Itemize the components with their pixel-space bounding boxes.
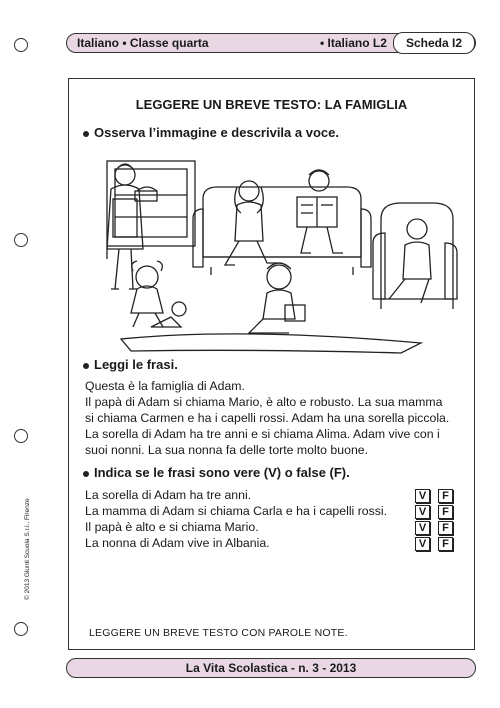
adam-figure: [249, 263, 305, 333]
false-checkbox[interactable]: F: [438, 489, 453, 503]
statement: La nonna di Adam vive in Albania.: [85, 536, 270, 550]
true-checkbox[interactable]: V: [415, 537, 430, 551]
family-illustration: [81, 159, 463, 354]
section2-heading: [83, 357, 178, 372]
binder-hole: [14, 233, 28, 247]
statement: La sorella di Adam ha tre anni.: [85, 488, 252, 502]
story-line: La sorella di Adam ha tre anni e si chiama Alima. Adam vive con i: [85, 427, 440, 441]
statement: La mamma di Adam si chiama Carla e ha i capelli rossi.: [85, 504, 388, 518]
copyright-note: © 2013 Giunti Scuola S.r.l., Firenze: [24, 498, 31, 600]
binder-hole: [14, 38, 28, 52]
rug: [121, 334, 421, 353]
header-bar: [66, 33, 476, 53]
dad-figure: [297, 170, 343, 253]
subject-label: Italiano • Classe quarta: [77, 36, 209, 50]
story-line: si chiama Carmen e ha i capelli rossi. Adam ha una sorella piccola.: [85, 411, 450, 425]
statement-list: [85, 487, 415, 551]
story-paragraph: [85, 378, 465, 458]
grandpa-figure: [389, 219, 431, 303]
bullet-icon: [83, 471, 89, 477]
true-checkbox[interactable]: V: [415, 489, 430, 503]
section1-heading: [83, 125, 339, 140]
footer-bar: [66, 658, 476, 678]
section2-heading-text: Leggi le frasi.: [94, 357, 178, 372]
binder-hole: [14, 622, 28, 636]
bullet-icon: [83, 363, 89, 369]
worksheet-title: LEGGERE UN BREVE TESTO: LA FAMIGLIA: [135, 97, 408, 112]
mom-figure: [225, 181, 277, 265]
binder-hole: [14, 429, 28, 443]
section3-heading: [83, 465, 350, 480]
true-checkbox[interactable]: V: [415, 505, 430, 519]
worksheet-frame: [68, 78, 475, 650]
sofa: [193, 187, 371, 275]
story-line: Questa è la famiglia di Adam.: [85, 379, 245, 393]
true-checkbox[interactable]: V: [415, 521, 430, 535]
statement: Il papà è alto e si chiama Mario.: [85, 520, 259, 534]
sister-figure: [131, 261, 163, 327]
bullet-icon: [83, 131, 89, 137]
kitchen-cabinet: [107, 161, 195, 246]
section3-heading-text: Indica se le frasi sono vere (V) o false (F).: [94, 465, 350, 480]
false-checkbox[interactable]: F: [438, 505, 453, 519]
learning-objective: LEGGERE UN BREVE TESTO CON PAROLE NOTE.: [89, 627, 348, 639]
false-checkbox[interactable]: F: [438, 521, 453, 535]
false-checkbox[interactable]: F: [438, 537, 453, 551]
section1-heading-text: Osserva l’immagine e descrivila a voce.: [94, 125, 339, 140]
true-false-boxes: [415, 486, 461, 550]
sheet-tab: Scheda I2: [393, 32, 475, 54]
story-line: Il papà di Adam si chiama Mario, è alto e robusto. La sua mamma: [85, 395, 443, 409]
subject2-label: • Italiano L2: [320, 36, 387, 50]
story-line: suoi nonni. La sua nonna fa delle torte molto buone.: [85, 443, 369, 457]
footer-text: La Vita Scolastica - n. 3 - 2013: [185, 661, 357, 675]
